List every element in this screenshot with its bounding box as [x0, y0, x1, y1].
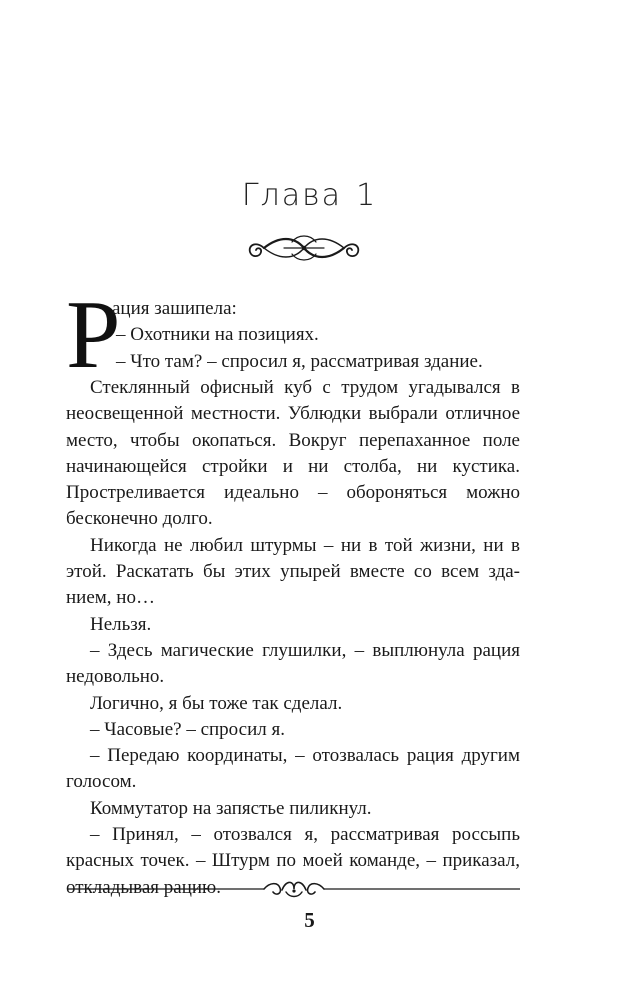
first-paragraph [66, 281, 520, 389]
swirl-flourish-icon [244, 228, 364, 268]
scroll-divider-icon [68, 878, 520, 900]
chapter-number: 1 [356, 178, 378, 213]
paragraph: Нельзя. [90, 613, 152, 635]
first-paragraph-line: – Что там? – спросил я, рассматривая здание. [116, 350, 483, 372]
paragraph: – Принял, – отозвался я, рассматривая россыпь красных точек. – Штурм по моей команде, – приказал, откладывая рацию. [66, 824, 520, 898]
paragraph: Стеклянный офисный куб с трудом угадывался в неосвещенной местности. Ублюдки выбрали отличное место, чтобы окопаться. Вокруг перепаханное поле начинающейся стройки и ни столба, ни кустика. Простреливается идеально – обороняться можно бесконечно долго. [66, 377, 520, 530]
drop-cap: Р [66, 281, 121, 389]
paragraph: Никогда не любил штурмы – ни в той жизни, ни в этой. Раскатать бы этих упырей вместе со всем зданием, но… [66, 534, 520, 609]
chapter-label: Глава [241, 178, 343, 213]
paragraph: – Передаю координаты, – отозвалась рация другим голосом. [66, 745, 520, 793]
paragraph: – Здесь магические глушилки, – выплюнула рация недовольно. [66, 639, 520, 688]
paragraph: Коммутатор на запястье пиликнул. [90, 797, 372, 819]
page-number: 5 [304, 908, 315, 932]
chapter-title [0, 178, 619, 213]
body-text [66, 281, 520, 901]
paragraph: Логично, я бы тоже так сделал. [90, 692, 343, 714]
first-paragraph-line: ация зашипела: [112, 298, 237, 319]
paragraph: – Часовые? – спросил я. [90, 718, 285, 740]
first-paragraph-line: – Охотники на позициях. [116, 324, 319, 346]
